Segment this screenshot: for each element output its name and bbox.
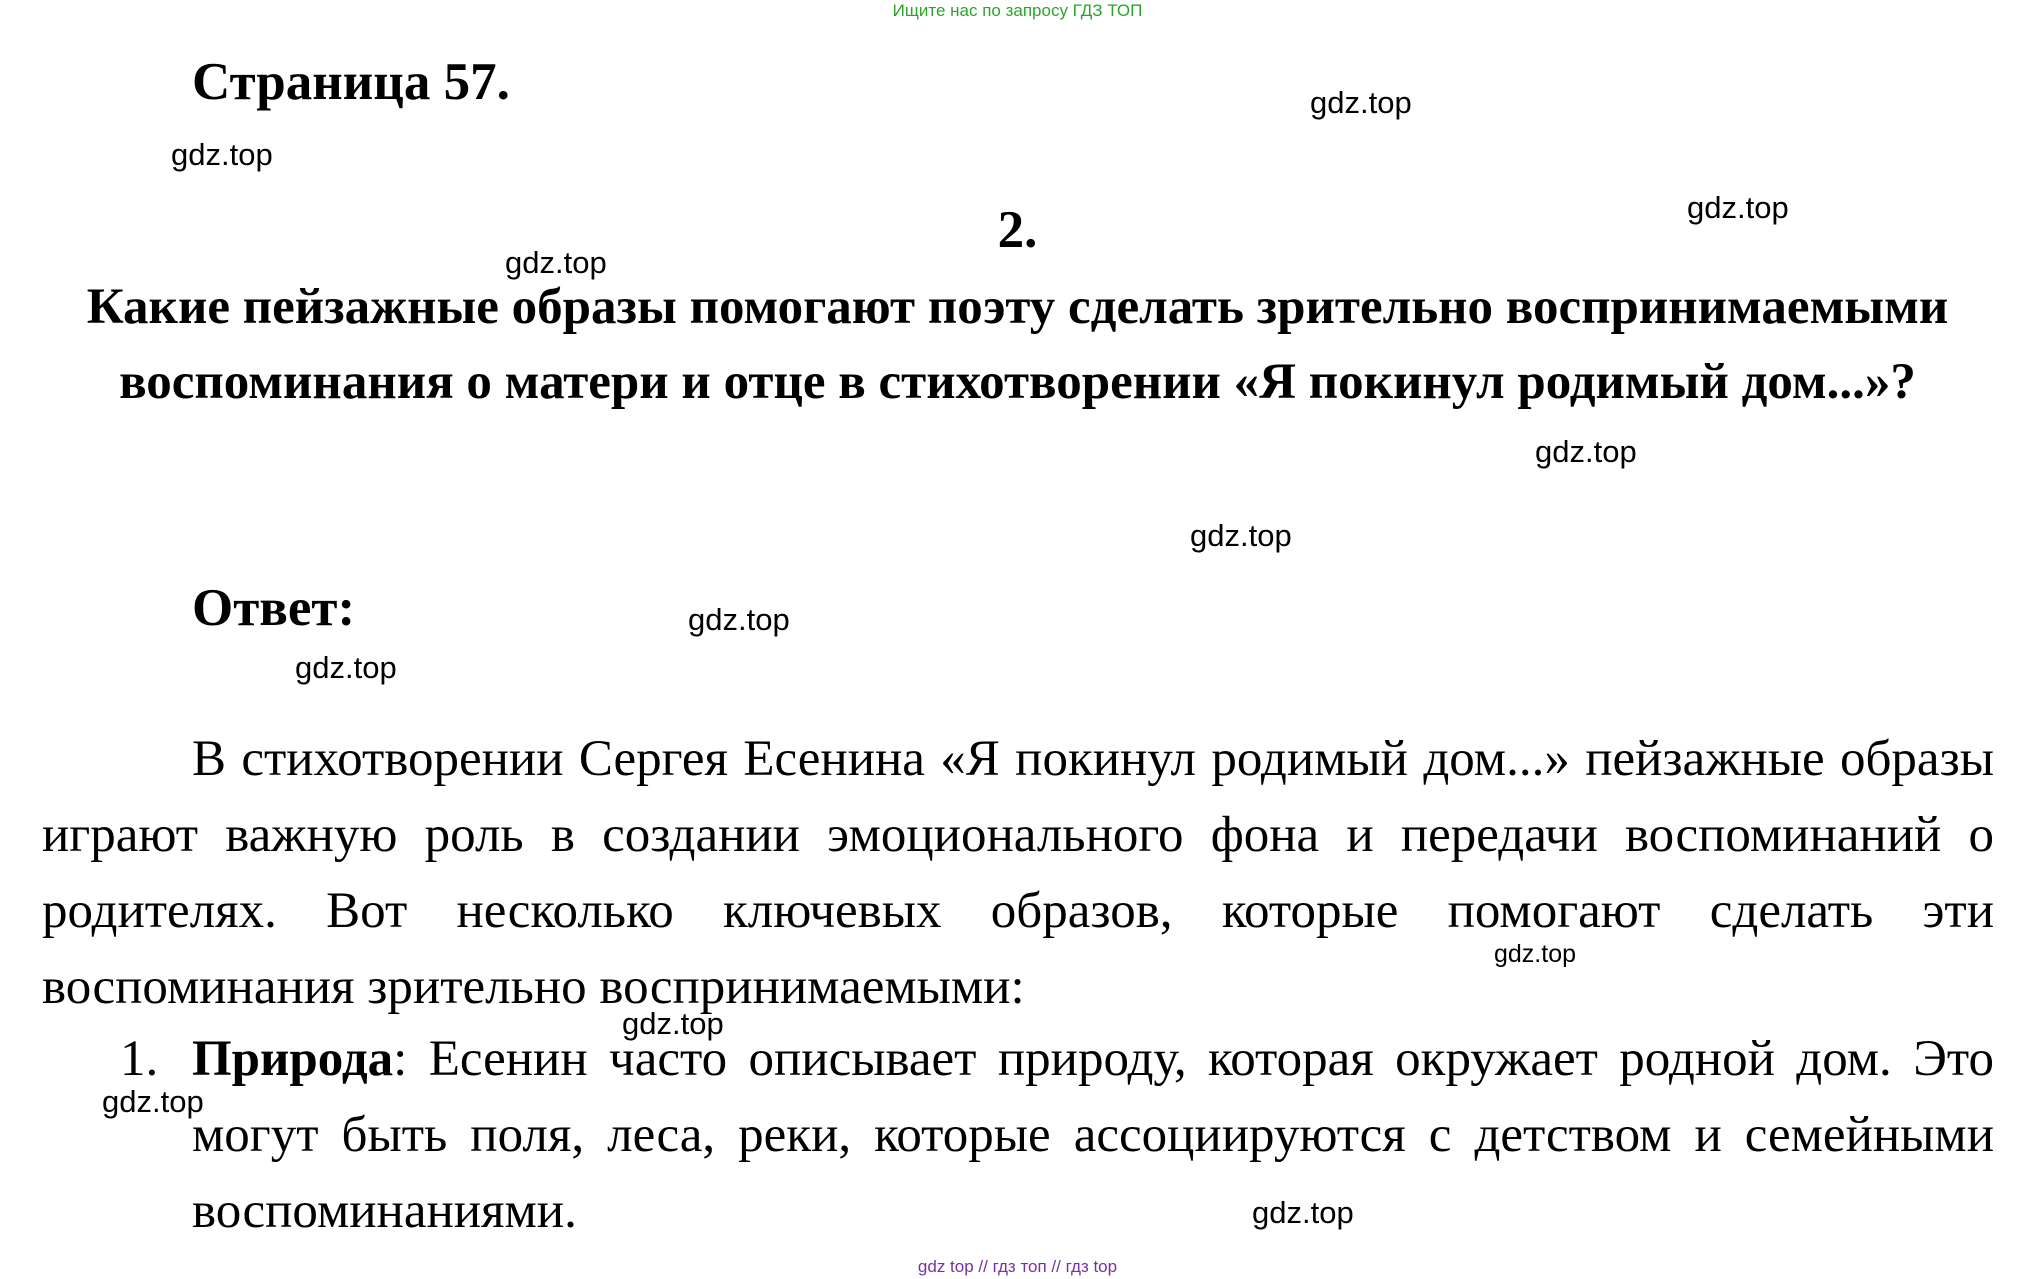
list-item-text: : Есенин часто описывает природу, которая окружает родной дом. Это могут быть поля, леса, реки, которые ассоциируются с детством и семейными воспоминаниями.	[192, 1031, 1994, 1239]
watermark: gdz.top	[1310, 85, 1412, 120]
page-title: Страница 57.	[192, 53, 510, 111]
watermark: gdz.top	[1535, 434, 1637, 469]
answer-label: Ответ:	[192, 579, 356, 637]
list-item-marker: 1.	[120, 1031, 159, 1087]
watermark: gdz.top	[102, 1084, 204, 1119]
list-item-title: Природа	[192, 1031, 394, 1087]
footer: gdz top // гдз топ // гдз top	[917, 1257, 1118, 1276]
question-heading: Какие пейзажные образы помогают поэту сделать зрительно воспринимаемыми воспоминания о матери и отце в стихотворении «Я покинул родимый дом...»?	[86, 279, 1949, 410]
top-banner: Ищите нас по запросу ГДЗ ТОП	[892, 1, 1143, 20]
watermark: gdz.top	[505, 245, 607, 280]
watermark: gdz.top	[1190, 518, 1292, 553]
watermark: gdz.top	[171, 137, 273, 172]
watermark: gdz.top	[688, 602, 790, 637]
task-number: 2.	[997, 201, 1038, 259]
watermark: gdz.top	[295, 650, 397, 685]
watermark: gdz.top	[622, 1006, 724, 1041]
watermark: gdz.top	[1252, 1195, 1354, 1230]
watermark: gdz.top	[1494, 940, 1577, 968]
watermark: gdz.top	[1687, 190, 1789, 225]
answer-paragraph: В стихотворении Сергея Есенина «Я покинул родимый дом...» пейзажные образы играют важную роль в создании эмоционального фона и передачи воспоминаний о родителях. Вот несколько ключевых образов, которые помогают сделать эти воспоминания зрительно воспринимаемыми:	[42, 731, 1994, 1015]
